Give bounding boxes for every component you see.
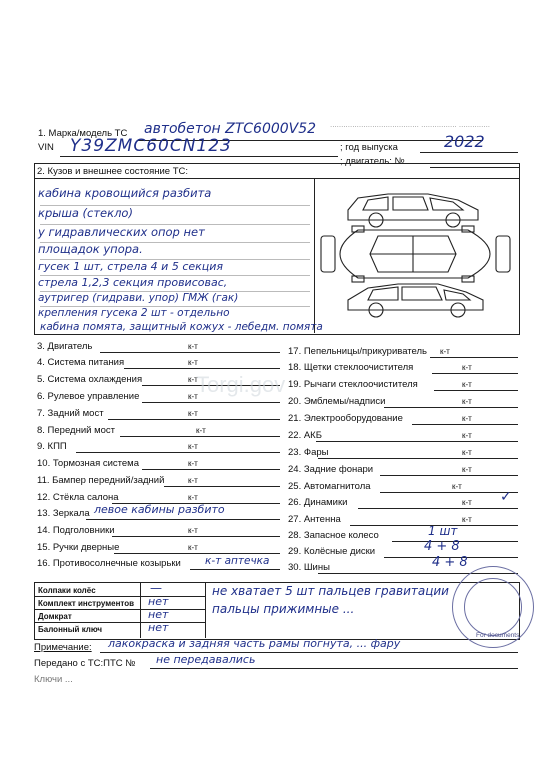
body-note: аутригер (гидрави. упор) ГМЖ (гак) [38,292,239,304]
keys-label: Ключи ... [34,674,73,685]
item-mark: к-т [452,482,462,491]
remark-value: лакокраска и задняя часть рамы погнута, ... фару [108,637,401,650]
faint-header-text: ........................................ ................ .............. [330,120,491,129]
make-model-value: автобетон ZTC6000V52 [144,121,317,137]
item-mark-handwritten: 4 + 8 [424,539,460,554]
remark-label: Примечание: [34,642,92,653]
note-rule [40,224,310,225]
item-mark: к-т [188,342,198,351]
tools-table-row-rule [34,622,205,623]
tools-row-label: Балонный ключ [38,625,103,634]
vin-underline [60,156,338,157]
tools-table-col-divider [205,582,206,638]
item-mark-handwritten: 1 шт [428,524,458,538]
item-mark: к-т [462,498,472,507]
item-underline [316,441,518,442]
body-note: крыша (стекло) [38,206,133,220]
item-underline [114,553,280,554]
item-label: 28. Запасное колесо [288,530,379,541]
item-underline [120,436,280,437]
item-mark: к-т [188,493,198,502]
body-note: кабина помята, защитный кожух - лебедм. помята [40,321,323,333]
body-note: крепления гусека 2 шт - отдельно [38,307,230,319]
watermark-text: Torgi.gov [196,372,286,397]
item-label: 26. Динамики [288,497,348,508]
tools-row-value: нет [148,621,169,634]
note-rule [40,242,310,243]
item-underline [412,424,518,425]
item-underline [76,452,280,453]
item-mark: к-т [440,347,450,356]
item-label: 27. Антенна [288,514,341,525]
tools-row-label: Колпаки колёс [38,586,96,595]
body-note: гусек 1 шт, стрела 4 и 5 секция [38,260,224,273]
item-underline [142,402,280,403]
tools-row-label: Комплект инструментов [38,599,135,608]
item-underline [384,407,518,408]
item-label: 18. Щетки стеклоочистителя [288,362,414,373]
item-mark: к-т [188,375,198,384]
transfer-value: не передавались [156,653,256,666]
body-note: у гидравлических опор нет [38,225,205,239]
checkmark-icon: ✓ [500,489,512,505]
item-mark: к-т [462,414,472,423]
vin-value: Y39ZMC60CN123 [70,136,232,156]
year-underline [420,152,518,153]
item-underline [380,475,518,476]
tools-row-value: — [150,581,162,595]
item-label: 17. Пепельницы/прикуриватель [288,346,427,357]
item-mark: к-т [462,515,472,524]
item-label: 5. Система охлаждения [37,374,143,385]
item-underline [190,569,280,570]
tools-note: пальцы прижимные ... [212,602,355,616]
item-label: 6. Рулевое управление [37,391,140,402]
item-label: 9. КПП [37,441,67,452]
body-note: кабина кровощийся разбита [38,186,212,200]
note-rule [40,205,310,206]
tools-note: не хватает 5 шт пальцев гравитации [212,584,449,598]
item-label: 16. Противосолнечные козырьки [37,558,181,569]
item-mark: к-т [462,431,472,440]
item-underline [100,352,280,353]
item-label: 11. Бампер передний/задний [37,475,165,486]
item-label: 19. Рычаги стеклоочистителя [288,379,418,390]
item-label: 30. Шины [288,562,330,573]
item-underline [112,536,280,537]
tools-row-value: нет [148,595,169,608]
item-mark-handwritten: 4 + 8 [432,555,468,570]
item-mark: к-т [188,442,198,451]
item-label: 24. Задние фонари [288,464,374,475]
item-label: 21. Электрооборудование [288,413,403,424]
body-note: площадок упора. [38,242,143,256]
item-mark: к-т [188,392,198,401]
item-underline [434,390,518,391]
engine-label: ; двигатель: № [340,156,405,167]
item-label: 3. Двигатель [37,341,93,352]
item-label: 13. Зеркала [37,508,90,519]
item-label: 23. Фары [288,447,329,458]
item-mark: к-т [462,448,472,457]
item-label: 12. Стёкла салона [37,492,119,503]
item-label: 4. Система питания [37,357,125,368]
tools-row-label: Домкрат [38,612,72,621]
item-mark: к-т [462,380,472,389]
item-mark: к-т [188,459,198,468]
item-underline [318,458,518,459]
stamp-text: For documents [476,632,520,639]
transfer-underline [150,668,518,669]
tools-table-col-divider [140,582,141,638]
note-rule [40,306,310,307]
tools-table-row-rule [34,596,205,597]
item-underline [86,519,280,520]
item-label: 25. Автомагнитола [288,481,371,492]
item-label: 10. Тормозная система [37,458,139,469]
item-mark: к-т [462,397,472,406]
item-underline [430,357,518,358]
year-label: ; год выпуска [340,142,398,153]
item-underline [142,469,280,470]
body-condition-divider [314,178,315,333]
make-model-label: 1. Марка/модель ТС [38,128,128,139]
item-mark: к-т [196,426,206,435]
vin-label: VIN [38,142,54,153]
item-mark-handwritten: левое кабины разбито [94,503,225,516]
item-label: 8. Передний мост [37,425,115,436]
item-underline [432,373,518,374]
item-underline [380,492,518,493]
item-mark-handwritten: к-т аптечка [205,555,270,567]
note-rule [40,275,310,276]
note-rule [40,291,310,292]
item-mark: к-т [188,526,198,535]
item-label: 29. Колёсные диски [288,546,376,557]
tools-table-row-rule [34,609,205,610]
item-label: 15. Ручки дверные [37,542,120,553]
item-label: 7. Задний мост [37,408,104,419]
item-underline [358,508,518,509]
item-underline [124,368,280,369]
item-mark: к-т [462,465,472,474]
body-note: стрела 1,2,3 секция провисовас, [38,276,228,289]
item-underline [108,419,280,420]
tools-row-value: нет [148,608,169,621]
item-mark: к-т [188,409,198,418]
item-mark: к-т [188,358,198,367]
stamp-inner-ring [464,578,522,636]
item-mark: к-т [462,363,472,372]
item-label: 22. АКБ [288,430,322,441]
item-underline [164,486,280,487]
body-condition-header-rule [34,178,519,179]
item-mark: к-т [188,476,198,485]
transfer-label: Передано с ТС:ПТС № [34,658,136,669]
note-rule [40,259,310,260]
item-label: 20. Эмблемы/надписи [288,396,386,407]
item-label: 14. Подголовники [37,525,115,536]
item-mark: к-т [188,543,198,552]
car-diagram-icon [318,180,514,330]
body-condition-label: 2. Кузов и внешнее состояние ТС: [37,166,189,177]
year-value: 2022 [444,132,485,151]
